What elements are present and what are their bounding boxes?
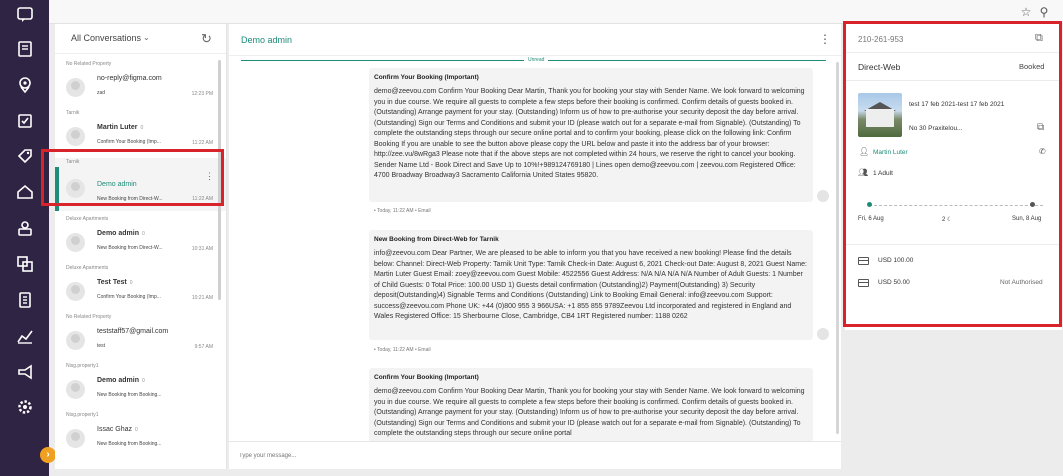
avatar — [66, 282, 85, 301]
avatar — [66, 127, 85, 146]
star-icon[interactable]: ☆ — [1020, 5, 1032, 19]
message-thread-header — [229, 24, 841, 56]
group-label: Deluxe Apartments — [66, 216, 109, 222]
settings-icon[interactable] — [16, 398, 34, 416]
people-icon: 👥︎ — [858, 168, 869, 177]
unread-divider — [241, 57, 826, 63]
message-body: demo@zeevou.com Confirm Your Booking Dear Martin, Thank you for booking your stay with Sender Name. We look forward to welcoming you in due course. We require all guests to complete a few steps before their booking is confirmed. Confirm details of guests booked in. (Outstanding) Arrange payment for your stay. (Outstanding) Inform us of how to pre-authorise your security deposit the day before arrival. (Outstanding) Sign our Terms and Conditions and submit your ID (please watch out for a separate e-mail from Signable). (Outstanding) To complete the outstanding steps through our secure online portal and to confirm your booking, please click on the following link: Confirm Booking If you are unable to see the button above please copy the URL below and paste it into the address bar of your browser: http://zee.vu/8wRga3 Please note that if the above steps are not completed within 24 hours, we reserve the right to cancel your booking. Sender Name Ltd - Book Direct and Save Up to 10%!+989124769180 | Lines open demo@zeevou.com | zeevou.com Registered Office: 4700 Broadway Broadway3 Sacramento California United States 95820. — [374, 88, 805, 179]
checkout-date: Sun, 8 Aug — [1012, 216, 1042, 222]
megaphone-icon[interactable] — [16, 363, 34, 381]
conversation-time: 11:22 AM — [192, 196, 213, 202]
divider — [845, 52, 1062, 53]
message-card — [369, 230, 813, 340]
group-label: Tarnik — [66, 110, 80, 116]
group-label: Nisg.property1 — [66, 412, 99, 418]
analytics-icon[interactable] — [16, 327, 34, 345]
conversation-time: 10:21 AM — [191, 295, 213, 301]
conversation-name: teststaff57@gmail.com — [97, 328, 169, 335]
unread-count: 0 — [129, 280, 133, 286]
message-composer — [229, 441, 841, 469]
sender-avatar — [817, 190, 829, 202]
unread-label: Unread — [524, 57, 548, 63]
conversation-preview: New Booking from Direct-W... — [97, 245, 163, 251]
message-title: Confirm Your Booking (Important) — [374, 74, 479, 81]
divider — [845, 80, 1062, 81]
conversation-item[interactable] — [55, 69, 226, 109]
message-input[interactable] — [239, 450, 799, 462]
conversation-list-scrollbar[interactable] — [218, 60, 221, 300]
invoice-icon[interactable] — [16, 291, 34, 309]
adult-count: 1 Adult — [873, 170, 893, 177]
tasks-icon[interactable] — [16, 112, 34, 130]
checkin-dot — [867, 202, 872, 207]
message-card — [369, 368, 813, 442]
conversation-list-header — [55, 24, 226, 54]
location-icon[interactable] — [16, 76, 34, 94]
conversation-time: 9:57 AM — [194, 344, 213, 350]
avatar — [66, 179, 85, 198]
chat-icon[interactable] — [16, 6, 34, 24]
thread-title: Demo admin — [241, 35, 293, 45]
moon-icon: ☾ — [947, 217, 953, 223]
more-options-icon[interactable]: ⋮ — [205, 171, 214, 181]
checkout-dot — [1030, 202, 1035, 207]
browser-top-bar — [49, 0, 1063, 24]
conversation-time: 12:23 PM — [191, 91, 213, 97]
message-title: New Booking from Direct-Web for Tarnik — [374, 236, 499, 243]
expand-sidebar-button[interactable]: › — [40, 447, 56, 463]
unread-count: 0 — [142, 231, 145, 237]
avatar — [66, 78, 85, 97]
credit-card-icon — [858, 257, 869, 265]
booking-status: Booked — [1019, 62, 1045, 71]
owner-icon[interactable] — [16, 219, 34, 237]
unread-count: 0 — [135, 427, 138, 433]
booking-details-panel — [845, 24, 1062, 330]
conversation-name: Issac Ghaz 0 — [97, 426, 138, 433]
house-shape — [866, 109, 894, 127]
night-count: 2 ☾ — [942, 217, 953, 223]
conversation-preview: test — [97, 343, 106, 349]
conversation-item-active[interactable] — [55, 167, 226, 211]
conversation-name: no-reply@figma.com — [97, 75, 162, 82]
conversation-name: Demo admin 0 — [97, 377, 145, 384]
conversation-preview: zad — [97, 90, 106, 96]
conversation-name: Demo admin — [97, 181, 137, 188]
conversation-preview: New Booking from Booking... — [97, 441, 162, 447]
stay-timeline — [869, 205, 1043, 206]
copy-icon[interactable]: ⧉ — [1037, 122, 1045, 133]
home-icon[interactable] — [16, 183, 34, 201]
group-label: Nisg.property1 — [66, 363, 99, 369]
conversation-filter-dropdown[interactable]: All Conversations — [71, 33, 142, 43]
message-thread-scrollbar[interactable] — [836, 62, 839, 434]
property-name: No 30 Praxitelou... — [909, 125, 963, 132]
message-title: Confirm Your Booking (Important) — [374, 374, 479, 381]
unread-count: 0 — [140, 125, 144, 131]
payment-status: Not Authorised — [1000, 279, 1043, 286]
conversation-preview: New Booking from Direct-W... — [97, 196, 163, 202]
conversation-item[interactable] — [55, 224, 226, 264]
avatar — [66, 429, 85, 448]
conversation-item[interactable] — [55, 273, 226, 313]
pin-icon[interactable]: ⚲ — [1039, 5, 1049, 19]
sender-avatar — [817, 328, 829, 340]
guest-name-link[interactable]: Martin Luter — [873, 149, 908, 156]
group-label: No Related Property — [66, 314, 112, 320]
message-meta: • Today, 11:22 AM • Email — [374, 208, 431, 214]
copy-icon[interactable] — [16, 255, 34, 273]
contact-phone: 210-261-953 — [858, 35, 904, 44]
conversation-preview: Confirm Your Booking (Imp... — [97, 294, 161, 300]
person-icon: 👤︎ — [859, 147, 870, 156]
message-card — [369, 68, 813, 202]
payment-amount: USD 50.00 — [878, 279, 910, 286]
conversation-preview: New Booking from Booking... — [97, 392, 162, 398]
conversation-time: 10:31 AM — [191, 246, 213, 252]
checkin-date: Fri, 6 Aug — [858, 216, 884, 222]
left-navigation-rail — [0, 0, 49, 476]
booking-dates: test 17 feb 2021-test 17 feb 2021 — [909, 101, 1005, 108]
book-icon[interactable] — [16, 40, 34, 58]
chevron-down-icon[interactable]: ⌄ — [143, 33, 150, 42]
conversation-item[interactable] — [55, 371, 226, 411]
conversation-name: Demo admin 0 — [97, 230, 145, 237]
group-label: Deluxe Apartments — [66, 265, 109, 271]
conversation-item[interactable] — [55, 322, 226, 362]
conversation-item[interactable] — [55, 118, 226, 158]
conversation-list-panel — [55, 24, 227, 469]
avatar — [66, 380, 85, 399]
payment-amount: USD 100.00 — [878, 257, 914, 264]
divider — [845, 244, 1062, 245]
message-body: info@zeevou.com Dear Partner, We are pleased to be able to inform you that you have received a new booking! Please find the details below: Channel: Direct-Web Property: Tarnik Unit Type: Tarnik Check-in Date: August 6, 2021 Check-out Date: August 8, 2021 Guest Name: Martin Luter Guest Email: zoey@zeevou.com Guest Mobile: 4522556 Guest Address: N/A N/A N/A N/A Number of Adult Guests: 1 Number of Child Guests: 0 Total Price: 100.00 USD 1) Guests detail confirmation (Outstanding)2) Payment(Outstanding) 3) Security deposit(Outstanding)4) Signable Terms and Conditions (Outstanding) Link to Booking Email General: info@zeevou.com Support: success@zeevou.com Phone UK: +44 (0)800 955 3 966USA: +1 855 855 9789Zeevou Ltd incorporated and registered in England and Wales Registered Office: 15 Sherbourne Close, Cambridge, CB4 1RT Registered number: 1188 0262 — [374, 250, 807, 320]
message-meta: • Today, 11:22 AM • Email — [374, 347, 431, 353]
phone-icon[interactable]: ✆ — [1039, 147, 1046, 156]
group-label: No Related Property — [66, 61, 112, 67]
conversation-time: 11:22 AM — [192, 140, 213, 146]
conversation-preview: Confirm Your Booking (Imp... — [97, 139, 161, 145]
message-body: demo@zeevou.com Confirm Your Booking Dear Martin, Thank you for booking your stay with Sender Name. We look forward to welcoming you in due course. We require all guests to complete a few steps before their booking is confirmed. Confirm details of guests booked in. (Outstanding) Arrange payment for your stay. (Outstanding) Inform us of how to pre-authorise your security deposit the day before arrival. (Outstanding) Sign our Terms and Conditions and submit your ID (please watch out for a separate e-mail from Signable). (Outstanding) To complete the outstanding steps through our secure online portal — [374, 388, 805, 437]
conversation-item[interactable] — [55, 420, 226, 460]
booking-channel: Direct-Web — [858, 62, 901, 72]
conversation-name: Test Test 0 — [97, 279, 133, 286]
conversation-name: Martin Luter 0 — [97, 124, 144, 131]
group-label: Tarnik — [55, 158, 226, 167]
active-indicator — [55, 167, 59, 211]
avatar — [66, 331, 85, 350]
thread-options-icon[interactable]: ⋮ — [819, 32, 831, 46]
open-external-icon[interactable]: ⧉ — [1035, 32, 1043, 44]
refresh-icon[interactable]: ↻ — [201, 31, 212, 46]
avatar — [66, 233, 85, 252]
message-thread-panel — [229, 24, 841, 469]
credit-card-icon — [858, 279, 869, 287]
unread-count: 0 — [142, 378, 145, 384]
property-thumbnail[interactable] — [858, 93, 902, 137]
tag-icon[interactable] — [16, 147, 34, 165]
